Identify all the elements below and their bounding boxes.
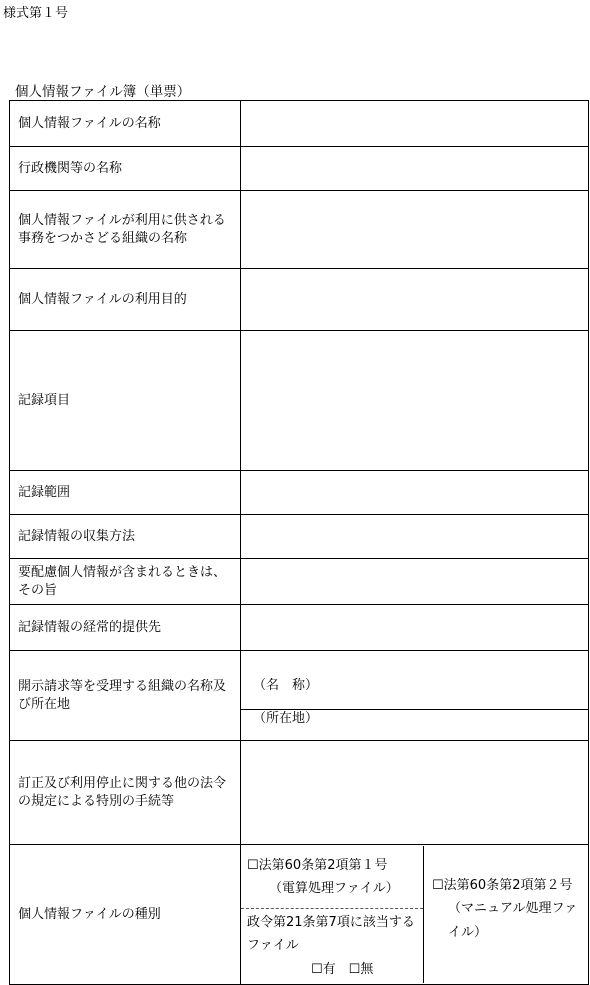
sensitive-info-field[interactable] [241, 559, 589, 605]
option-manual-file-label: ☐法第60条第2項第２号 [432, 877, 573, 893]
org-address-label: （所在地） [253, 710, 319, 726]
table-row [10, 331, 589, 471]
row-label: 記録項目 [10, 331, 241, 471]
row-label: 記録範囲 [10, 471, 241, 515]
option-computer-file-label: ☐法第60条第2項第１号 [247, 857, 388, 873]
form-number: 様式第１号 [3, 6, 69, 21]
agency-name-field[interactable] [241, 147, 589, 191]
organization-name-field[interactable] [241, 191, 589, 269]
option-manual-file[interactable] [424, 846, 588, 983]
table-row [10, 101, 589, 147]
row-label: 記録情報の経常的提供先 [10, 605, 241, 651]
info-file-table [9, 100, 589, 985]
table-row [10, 559, 589, 605]
table-row [10, 269, 589, 331]
org-address-field[interactable] [241, 709, 588, 728]
row-label: 個人情報ファイルの種別 [10, 845, 241, 985]
ordinance-text: 政令第21条第7項に該当するファイル [247, 914, 415, 954]
form-heading: 個人情報ファイル簿（単票） [15, 84, 191, 100]
table-row [10, 191, 589, 269]
table-row [10, 741, 589, 845]
table-row [10, 651, 589, 741]
option-computer-file[interactable] [241, 846, 423, 908]
ordinance-section [241, 908, 423, 983]
row-label: 個人情報ファイルの名称 [10, 101, 241, 147]
org-name-field[interactable] [241, 664, 588, 709]
collection-method-field[interactable] [241, 515, 589, 559]
row-label: 要配慮個人情報が含まれるときは、その旨 [10, 559, 241, 605]
org-name-label: （名 称） [253, 678, 319, 694]
row-label: 開示請求等を受理する組織の名称及び所在地 [10, 651, 241, 741]
receiving-org-cell [241, 651, 589, 741]
yes-checkbox[interactable]: ☐有 [311, 961, 336, 977]
row-label: 個人情報ファイルの利用目的 [10, 269, 241, 331]
table-row [10, 147, 589, 191]
row-label: 個人情報ファイルが利用に供される事務をつかさどる組織の名称 [10, 191, 241, 269]
row-label: 行政機関等の名称 [10, 147, 241, 191]
table-row [10, 515, 589, 559]
option-computer-file-desc: （電算処理ファイル） [269, 881, 399, 897]
option-manual-file-desc: （マニュアル処理ファイル） [448, 901, 578, 940]
purpose-field[interactable] [241, 269, 589, 331]
row-label: 訂正及び利用停止に関する他の法令の規定による特別の手続等 [10, 741, 241, 845]
file-type-cell [241, 845, 589, 985]
record-items-field[interactable] [241, 331, 589, 471]
file-name-field[interactable] [241, 101, 589, 147]
no-checkbox[interactable]: ☐無 [348, 961, 374, 977]
row-label: 記録情報の収集方法 [10, 515, 241, 559]
record-scope-field[interactable] [241, 471, 589, 515]
table-row [10, 605, 589, 651]
regular-recipient-field[interactable] [241, 605, 589, 651]
special-procedure-field[interactable] [241, 741, 589, 845]
table-row [10, 845, 589, 985]
table-row [10, 471, 589, 515]
